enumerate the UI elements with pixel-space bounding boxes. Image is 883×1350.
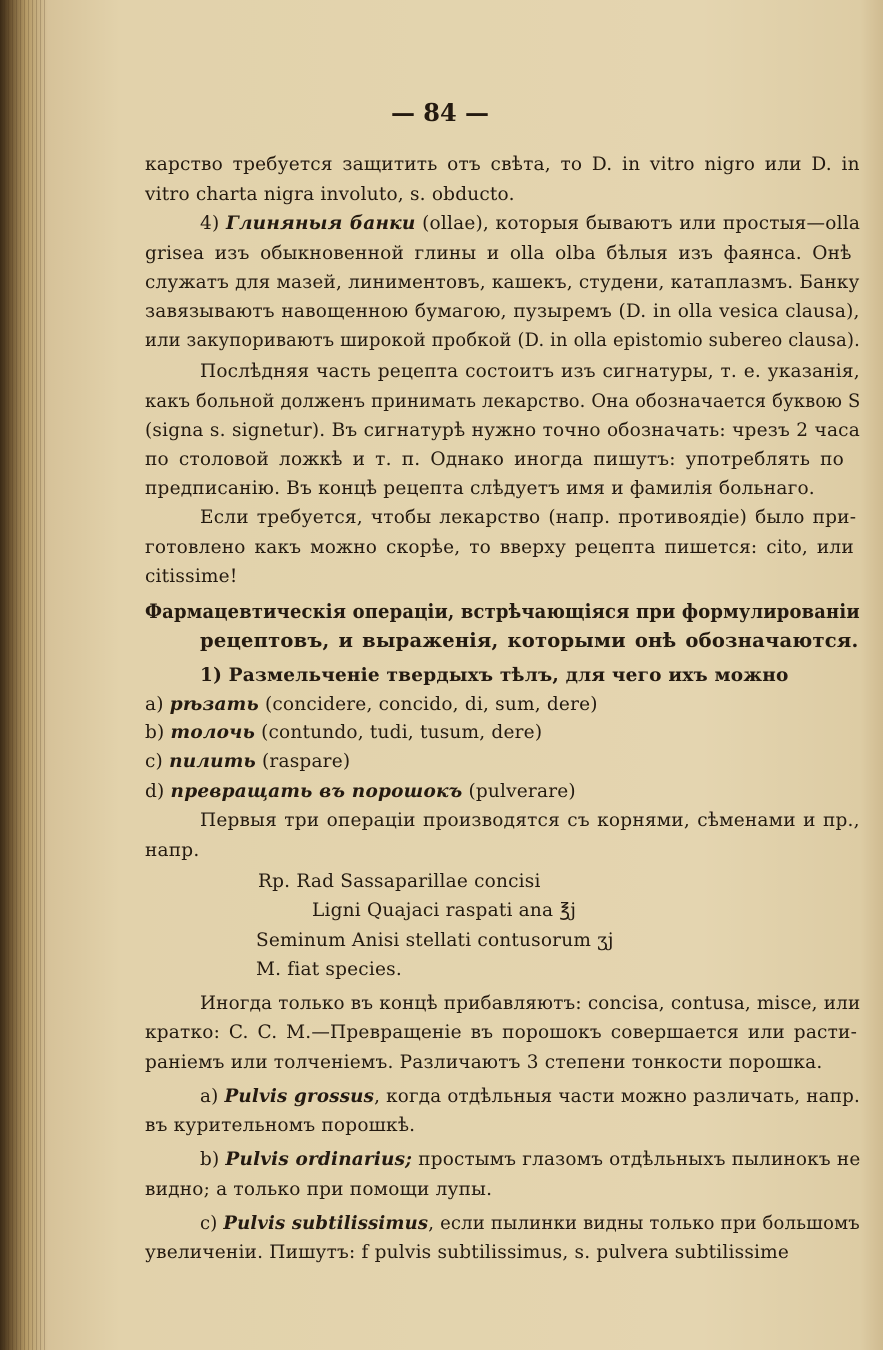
text-line	[256, 928, 614, 954]
text-line	[145, 779, 576, 805]
line-text: предписанію. Въ концѣ рецепта слѣдуетъ имя и фамилія больнаго.	[145, 478, 815, 499]
line-text: (raspare)	[255, 751, 351, 772]
text-line	[200, 663, 789, 689]
line-text: (signa s. signetur). Въ сигнатурѣ нужно точно обозначать: чрезъ 2 часа	[145, 420, 860, 441]
line-text: Послѣдняя часть рецепта состоитъ изъ сигнатуры, т. е. указанія,	[200, 361, 860, 382]
text-line	[145, 447, 844, 473]
line-text: M. fiat species.	[256, 959, 402, 980]
line-text: Ligni Quajaci raspati ana ℥j	[312, 900, 577, 921]
text-line	[145, 749, 350, 775]
book-spine-shadow	[0, 0, 46, 1350]
line-text: citissime!	[145, 566, 238, 587]
text-line	[145, 1177, 492, 1203]
emphasized-term: Pulvis grossus	[224, 1086, 375, 1107]
text-line	[145, 692, 598, 718]
text-line	[145, 299, 860, 325]
text-line	[145, 328, 860, 354]
emphasized-term: превращать въ порошокъ	[170, 781, 463, 802]
text-line	[145, 182, 515, 208]
line-text: , если пылинки видны только при большомъ	[428, 1213, 860, 1234]
text-line	[200, 505, 856, 531]
line-prefix: d)	[145, 781, 171, 802]
line-text: карство требуется защитить отъ свѣта, то D. in vitro nigro или D. in	[145, 154, 860, 175]
line-text: , когда отдѣльныя части можно различать, напр.	[374, 1086, 861, 1107]
line-text: Фармацевтическія операціи, встрѣчающіяся при формулированіи	[145, 600, 860, 623]
line-text: рецептовъ, и выраженія, которыми онѣ обозначаются.	[200, 629, 859, 652]
text-line	[145, 418, 860, 444]
text-line	[145, 1113, 415, 1139]
text-line	[200, 1084, 860, 1110]
text-line	[145, 1050, 822, 1076]
line-text: grisea изъ обыкновенной глины и olla olba бѣлыя изъ фаянса. Онѣ	[145, 243, 852, 264]
line-text: (contundo, tudi, tusum, dere)	[254, 722, 543, 743]
line-text: завязываютъ навощенною бумагою, пузыремъ (D. in olla vesica clausa),	[145, 301, 860, 322]
text-line	[145, 1240, 789, 1266]
emphasized-term: толочь	[170, 722, 255, 743]
line-text: простымъ глазомъ отдѣльныхъ пылинокъ не	[412, 1149, 861, 1170]
text-line	[145, 535, 854, 561]
line-text: или закупориваютъ широкой пробкой (D. in olla epistomio subereo clausa).	[145, 330, 860, 351]
emphasized-term: Глиняныя банки	[225, 213, 416, 234]
text-line	[145, 720, 542, 746]
line-prefix: c)	[200, 1213, 224, 1234]
line-prefix: a)	[200, 1086, 225, 1107]
line-text: готовлено какъ можно скорѣе, то вверху рецепта пишется: cito, или	[145, 537, 854, 558]
line-text: видно; а только при помощи лупы.	[145, 1179, 493, 1200]
line-text: vitro charta nigra involuto, s. obducto.	[145, 184, 515, 205]
text-line	[200, 1147, 860, 1173]
text-line	[145, 241, 852, 267]
text-line	[200, 211, 860, 237]
line-prefix: b)	[145, 722, 171, 743]
line-text: Rp. Rad Sassaparillae concisi	[258, 871, 541, 892]
line-text: 1) Размельченіе твердыхъ тѣлъ, для чего ихъ можно	[200, 665, 789, 686]
line-text: (pulverare)	[462, 781, 576, 802]
line-text: (concidere, concido, di, sum, dere)	[258, 694, 598, 715]
line-text: (ollae), которыя бываютъ или простыя—olla	[415, 213, 861, 234]
line-prefix: c)	[145, 751, 170, 772]
text-line	[145, 389, 860, 415]
text-line	[200, 808, 860, 834]
text-line	[145, 564, 237, 590]
text-line	[200, 628, 858, 654]
text-line	[200, 359, 860, 385]
text-line	[200, 991, 860, 1017]
line-text: раніемъ или толченіемъ. Различаютъ 3 степени тонкости порошка.	[145, 1052, 823, 1073]
line-text: какъ больной долженъ принимать лекарство. Она обозначается буквою S	[145, 391, 861, 412]
page-number: — 84 —	[390, 98, 490, 127]
line-text: Seminum Anisi stellati contusorum ʒj	[256, 930, 614, 951]
line-text: увеличеніи. Пишутъ: f pulvis subtilissimus, s. pulvera subtilissime	[145, 1242, 790, 1263]
line-text: напр.	[145, 840, 200, 861]
line-text: по столовой ложкѣ и т. п. Однако иногда пишутъ: употреблять по	[145, 449, 844, 470]
emphasized-term: Pulvis ordinarius;	[225, 1149, 413, 1170]
emphasized-term: рѣзать	[169, 694, 259, 715]
line-text: кратко: C. C. M.—Превращеніе въ порошокъ совершается или расти-	[145, 1022, 858, 1043]
text-line	[200, 1211, 860, 1237]
text-line	[145, 838, 199, 864]
line-text: служатъ для мазей, линиментовъ, кашекъ, студени, катаплазмъ. Банку	[145, 272, 860, 293]
text-line	[258, 869, 541, 895]
line-prefix: 4)	[200, 213, 226, 234]
text-line	[145, 599, 860, 625]
line-text: Первыя три операціи производятся съ корнями, сѣменами и пр.,	[200, 810, 860, 831]
line-text: въ курительномъ порошкѣ.	[145, 1115, 416, 1136]
line-prefix: a)	[145, 694, 170, 715]
text-line	[145, 1020, 857, 1046]
line-prefix: b)	[200, 1149, 226, 1170]
text-line	[256, 957, 402, 983]
text-line	[145, 270, 860, 296]
emphasized-term: пилить	[169, 751, 256, 772]
line-text: Иногда только въ концѣ прибавляютъ: concisa, contusa, misce, или	[200, 993, 861, 1014]
text-line	[145, 476, 815, 502]
text-line	[145, 152, 860, 178]
text-line	[312, 898, 576, 924]
line-text: Если требуется, чтобы лекарство (напр. противоядіе) было при-	[200, 507, 857, 528]
emphasized-term: Pulvis subtilissimus	[223, 1213, 429, 1234]
